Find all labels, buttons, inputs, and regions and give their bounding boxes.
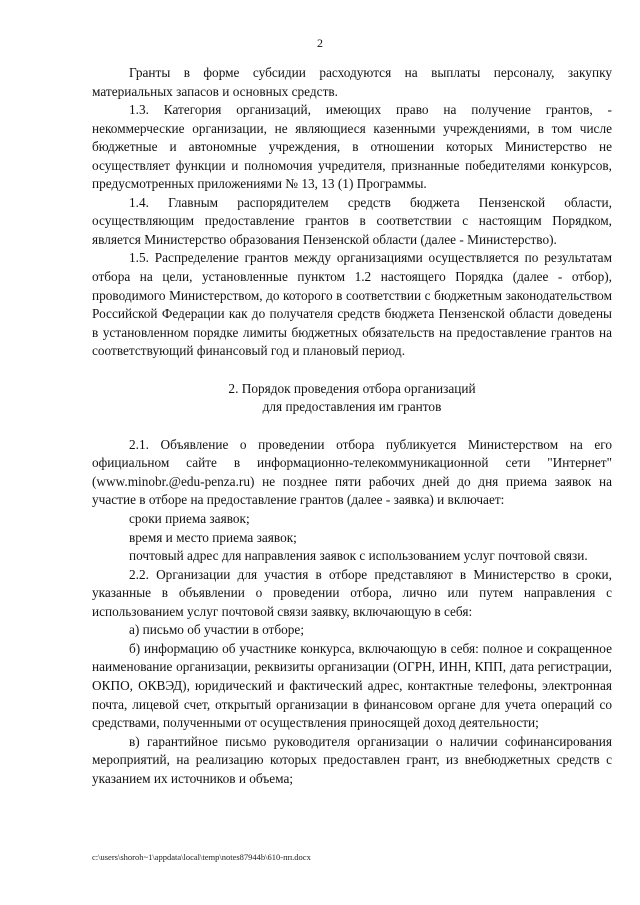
paragraph-1-3: 1.3. Категория организаций, имеющих право на получение грантов, - некоммерческие организации, не являющиеся казенными учреждениями, в том числе бюджетные и автономные учреждения, в отношении которых Министерство не осуществляет функции и полномочия учредителя, признанные победителями конкурсов, предусмотренных приложениями № 13, 13 (1) Программы. [92, 102, 612, 192]
spacer [92, 417, 612, 436]
paragraph-2-2: 2.2. Организации для участия в отборе представляют в Министерство в сроки, указанные в объявлении о проведении отбора, лично или путем направления с использованием услуг почтовой связи заявку, включающую в себя: [92, 566, 612, 619]
list-item-application-dates: сроки приема заявок; [129, 511, 250, 527]
footer-file-path: c:\users\shoroh~1\appdata\local\temp\notes87944b\610-пп.docx [92, 852, 311, 862]
list-item-b: б) информацию об участнике конкурса, включающую в себя: полное и сокращенное наименование организации, реквизиты организации (ОГРН, ИНН, КПП, дата регистрации, ОКПО, ОКВЭД), юридический и фактический адрес, контактные телефоны, электронная почта, лицевой счет, открытый организации в финансовом органе для учета операций со средствами, полученными от осуществления приносящей доход деятельности; [92, 640, 612, 731]
paragraph-2-1: 2.1. Объявление о проведении отбора публикуется Министерством на его официальном сайте в информационно-телекоммуникационной сети "Интернет" (www.minobr.@edu-penza.ru) не позднее пяти рабочих дней до дня приема заявок на участие в отборе на предоставление грантов (далее - заявка) и включает: [92, 436, 612, 508]
list-item-application-time-place: время и место приема заявок; [129, 529, 297, 545]
paragraph-1-4: 1.4. Главным распорядителем средств бюджета Пензенской области, осуществляющим предоставление грантов в соответствии с настоящим Порядком, является Министерство образования Пензенской области (далее - Министерство). [92, 194, 612, 247]
paragraph-grants-usage: Гранты в форме субсидии расходуются на выплаты персоналу, закупку материальных запасов и основных средств. [92, 65, 612, 99]
paragraph-1-5: 1.5. Распределение грантов между организациями осуществляется по результатам отбора на цели, установленные пунктом 1.2 настоящего Порядка (далее - отбор), проводимого Министерством, до которого в соответствии с бюджетным законодательством Российской Федерации как до получателя средств бюджета Пензенской области доведены в установленном порядке лимиты бюджетных обязательств на предоставление грантов на соответствующий финансовый год и плановый период. [92, 250, 612, 359]
section-heading-line-1: 2. Порядок проведения отбора организаций [228, 380, 476, 396]
spacer [92, 361, 612, 380]
list-item-postal-address: почтовый адрес для направления заявок с использованием услуг почтовой связи. [129, 548, 588, 564]
list-item-c: в) гарантийное письмо руководителя организации о наличии софинансирования мероприятий, на реализацию которых предоставлен грант, из внебюджетных средств с указанием их источников и объема; [92, 733, 612, 786]
list-item-a: а) письмо об участии в отборе; [129, 622, 305, 638]
page-number: 2 [317, 36, 323, 50]
document-body [92, 64, 612, 788]
section-heading-line-2: для предоставления им грантов [262, 399, 442, 415]
